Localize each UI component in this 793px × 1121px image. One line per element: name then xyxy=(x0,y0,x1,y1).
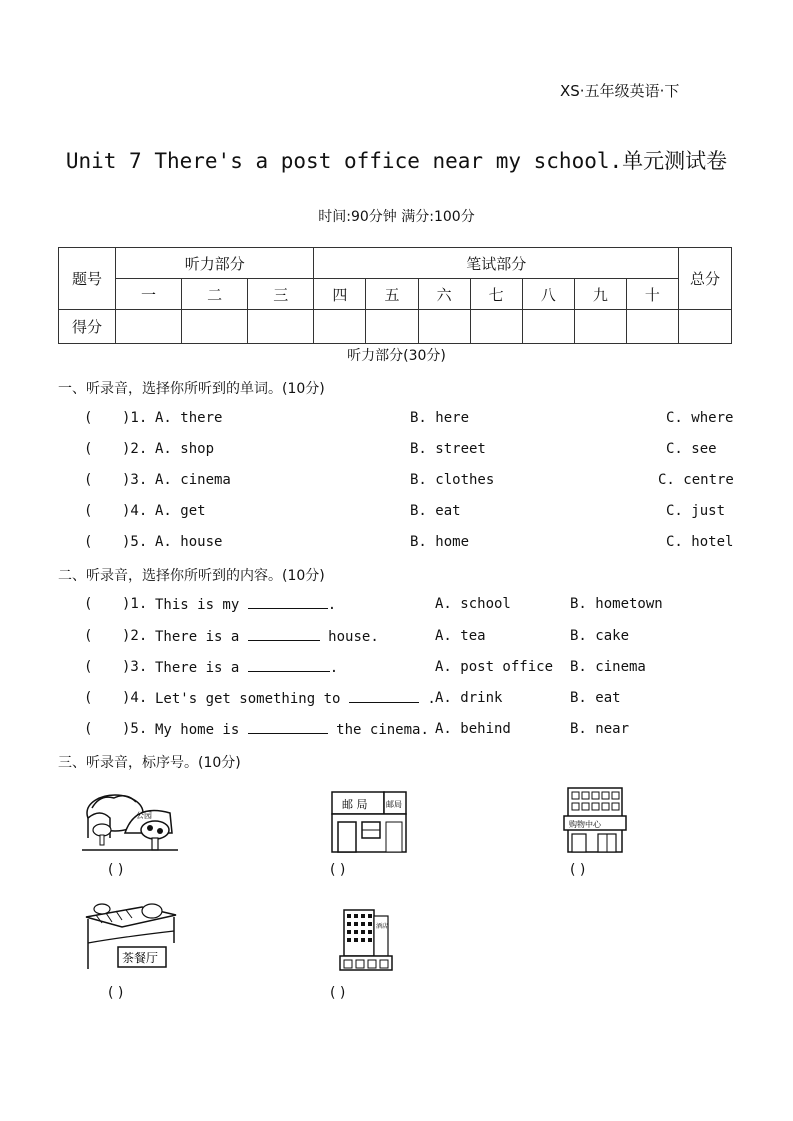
answer-paren[interactable]: ( xyxy=(84,410,93,426)
question-number: )4. xyxy=(122,503,148,519)
question-number: 一 xyxy=(116,279,182,310)
row-label-cell: 题号 xyxy=(59,248,116,310)
question-number: 三 xyxy=(248,279,314,310)
question-number: 二 xyxy=(182,279,248,310)
score-cell[interactable] xyxy=(366,310,418,344)
section2-heading: 二、听录音，选择你所听到的内容。(10分) xyxy=(58,568,325,584)
header-tag: XS·五年级英语·下 xyxy=(560,82,680,100)
shopping-centre-sign: 购物中心 xyxy=(569,820,601,829)
option-b: B. here xyxy=(410,410,470,426)
option-c: C. where xyxy=(666,410,734,426)
hotel-sign: 酒店 xyxy=(376,923,389,930)
question-number: )5. xyxy=(122,721,148,737)
question-number: )4. xyxy=(122,690,148,706)
option-c: C. hotel xyxy=(666,534,734,550)
fill-blank[interactable] xyxy=(248,596,328,609)
section1-heading: 一、听录音，选择你所听到的单词。(10分) xyxy=(58,381,325,397)
option-a: A. tea xyxy=(435,628,486,644)
score-cell[interactable] xyxy=(626,310,678,344)
restaurant-sign: 茶餐厅 xyxy=(122,951,159,965)
answer-paren[interactable]: ( xyxy=(84,596,93,612)
sentence-post: house. xyxy=(328,629,379,645)
score-cell[interactable] xyxy=(418,310,470,344)
option-a: A. there xyxy=(155,410,223,426)
question-number: )3. xyxy=(122,472,148,488)
fill-blank[interactable] xyxy=(248,628,320,641)
answer-paren[interactable]: ( ) xyxy=(570,862,586,878)
option-a: A. behind xyxy=(435,721,511,737)
sentence-pre: There is a xyxy=(155,629,240,645)
total-header: 总分 xyxy=(679,248,732,310)
total-score-cell[interactable] xyxy=(679,310,732,344)
sentence-post: the cinema. xyxy=(336,722,429,738)
sentence-pre: My home is xyxy=(155,722,240,738)
question-number: )5. xyxy=(122,534,148,550)
shopping-centre-icon xyxy=(560,786,660,856)
answer-paren[interactable]: ( xyxy=(84,628,93,644)
question-number: 五 xyxy=(366,279,418,310)
score-table xyxy=(58,247,732,344)
fill-blank[interactable] xyxy=(248,659,330,672)
answer-paren[interactable]: ( ) xyxy=(108,862,124,878)
score-cell[interactable] xyxy=(182,310,248,344)
sentence-pre: Let's get something to xyxy=(155,691,341,707)
question-number: 九 xyxy=(574,279,626,310)
question-number: 六 xyxy=(418,279,470,310)
sentence xyxy=(155,721,429,738)
question-number: 八 xyxy=(522,279,574,310)
sentence xyxy=(155,690,436,707)
hotel-icon xyxy=(330,906,430,976)
option-a: A. house xyxy=(155,534,223,550)
score-cell[interactable] xyxy=(314,310,366,344)
fill-blank[interactable] xyxy=(349,690,419,703)
park-icon xyxy=(80,788,180,858)
written-header: 笔试部分 xyxy=(314,248,679,279)
answer-paren[interactable]: ( ) xyxy=(330,862,346,878)
sentence-post: . xyxy=(427,691,436,707)
option-b: B. cinema xyxy=(570,659,646,675)
option-c: C. just xyxy=(666,503,726,519)
post-office-sign: 邮 局 xyxy=(342,798,368,811)
score-cell[interactable] xyxy=(522,310,574,344)
answer-paren[interactable]: ( ) xyxy=(330,985,346,1001)
question-number: 七 xyxy=(470,279,522,310)
question-number: )3. xyxy=(122,659,148,675)
option-a: A. cinema xyxy=(155,472,231,488)
time-info: 时间:90分钟 满分:100分 xyxy=(318,209,475,225)
sentence-pre: This is my xyxy=(155,597,240,613)
answer-paren[interactable]: ( xyxy=(84,659,93,675)
option-b: B. clothes xyxy=(410,472,495,488)
post-office-side-sign: 邮局 xyxy=(386,800,402,809)
option-a: A. drink xyxy=(435,690,503,706)
question-number: )1. xyxy=(122,596,148,612)
option-a: A. post office xyxy=(435,659,554,675)
answer-paren[interactable]: ( xyxy=(84,441,93,457)
score-cell[interactable] xyxy=(248,310,314,344)
option-c: C. see xyxy=(666,441,717,457)
listening-header: 听力部分 xyxy=(116,248,314,279)
section3-heading: 三、听录音，标序号。(10分) xyxy=(58,755,241,771)
question-number: )2. xyxy=(122,441,148,457)
answer-paren[interactable]: ( xyxy=(84,721,93,737)
answer-paren[interactable]: ( ) xyxy=(108,985,124,1001)
option-b: B. home xyxy=(410,534,470,550)
sentence xyxy=(155,659,338,676)
sentence xyxy=(155,628,379,645)
option-b: B. street xyxy=(410,441,486,457)
score-cell[interactable] xyxy=(574,310,626,344)
option-a: A. school xyxy=(435,596,511,612)
option-b: B. cake xyxy=(570,628,630,644)
sentence xyxy=(155,596,336,613)
question-number: )2. xyxy=(122,628,148,644)
option-b: B. eat xyxy=(410,503,461,519)
score-cell[interactable] xyxy=(116,310,182,344)
score-label-cell: 得分 xyxy=(59,310,116,344)
page-title: Unit 7 There's a post office near my school.单元测试卷 xyxy=(65,149,728,173)
sentence-post: . xyxy=(327,597,337,613)
sentence-post: . xyxy=(329,660,339,676)
sentence-pre: There is a xyxy=(155,660,240,676)
option-c: C. centre xyxy=(658,472,734,488)
park-sign: 公园 xyxy=(136,811,152,820)
question-number: )1. xyxy=(122,410,148,426)
fill-blank[interactable] xyxy=(248,721,328,734)
option-a: A. get xyxy=(155,503,206,519)
answer-paren[interactable]: ( xyxy=(84,472,93,488)
listening-part-label: 听力部分(30分) xyxy=(347,348,446,364)
question-number: 十 xyxy=(626,279,678,310)
question-number: 四 xyxy=(314,279,366,310)
option-b: B. near xyxy=(570,721,630,737)
answer-paren[interactable]: ( xyxy=(84,503,93,519)
answer-paren[interactable]: ( xyxy=(84,690,93,706)
option-b: B. eat xyxy=(570,690,621,706)
post-office-icon xyxy=(328,788,428,858)
option-b: B. hometown xyxy=(570,596,663,612)
score-cell[interactable] xyxy=(470,310,522,344)
option-a: A. shop xyxy=(155,441,215,457)
restaurant-icon xyxy=(82,903,182,973)
answer-paren[interactable]: ( xyxy=(84,534,93,550)
